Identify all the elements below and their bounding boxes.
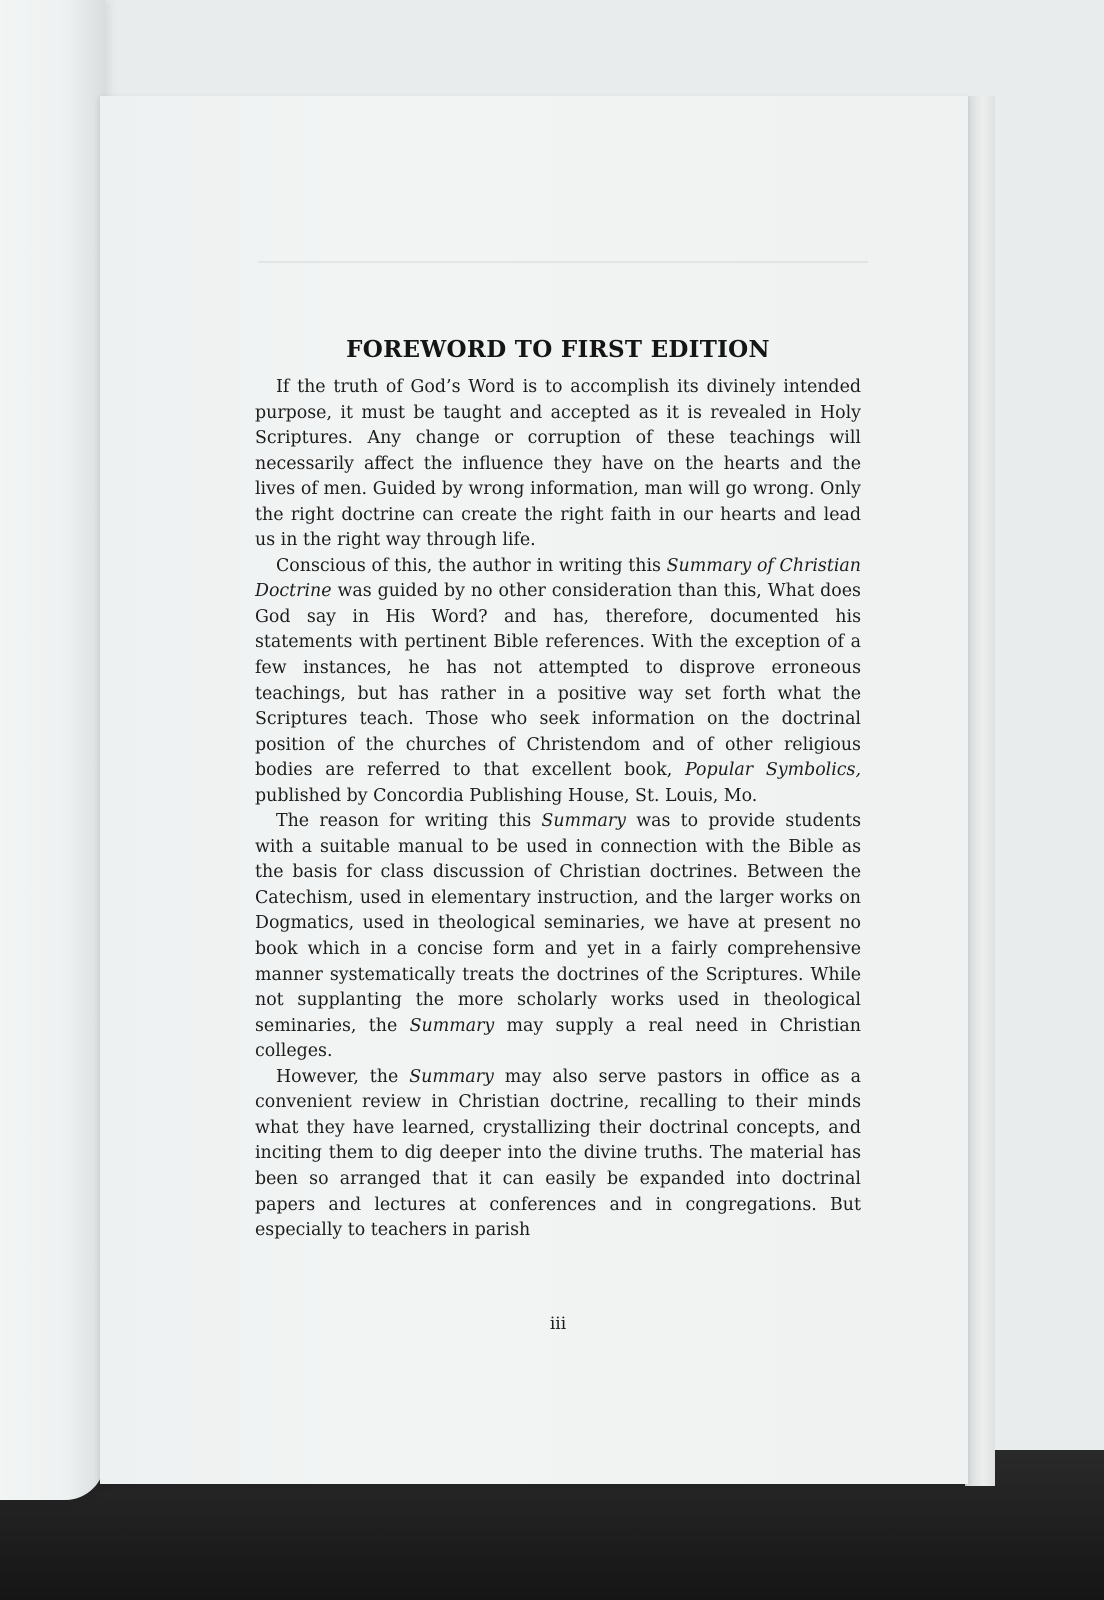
paragraph-text: was to provide students with a suitable manual to be used in connection with the Bible as the basis for class discussion of Christian doctrines. Between the Catechism, used in elementary instruction, and the larger works on Dogmatics, used in theological seminaries, we have at present no book which in a concise form and yet in a fairly comprehensive manner systematically treats the doctrines of the Scriptures. While not supplanting the more scholarly works used in theological seminaries, the [255,811,861,1036]
italic-text: Summary [409,1015,495,1036]
italic-text: Popular Symbolics, [685,760,861,781]
paragraph-text: may supply a real need in Christian colleges. [255,1015,861,1062]
italic-text: Summary of Christian Doctrine [255,555,861,602]
paragraph-text: published by Concordia Publishing House, St. Louis, Mo. [255,785,758,806]
left-facing-page [0,0,105,1500]
page-title: FOREWORD TO FIRST EDITION [346,336,770,363]
paragraph-text: Conscious of this, the author in writing this [276,555,667,576]
page-content [255,336,861,1244]
paragraph-text: If the truth of God’s Word is to accomplish its divinely intended purpose, it must be taught and accepted as it is revealed in Holy Scriptures. Any change or corruption of these teachings will necessarily affect the influence they have on the hearts and the lives of men. Guided by wrong information, man will go wrong. Only the right doctrine can create the right faith in our hearts and lead us in the right way through life. [255,377,861,551]
foreword-body [255,375,861,1244]
paragraph [255,375,861,554]
page-stack-edge [965,96,995,1486]
paragraph [255,554,861,809]
show-through-header-rule [258,241,868,263]
paragraph [255,1065,861,1244]
paragraph-text: was guided by no other consideration than this, What does God say in His Word? and has, therefore, documented his statements with pertinent Bible references. With the exception of a few instances, he has not attempted to disprove erroneous teachings, but has rather in a positive way set forth what the Scriptures teach. Those who seek information on the doctrinal position of the churches of Christendom and of other religious bodies are referred to that excellent book, [255,581,861,781]
italic-text: Summary [541,811,627,832]
book-page [100,96,968,1484]
paragraph-text: However, the [276,1066,410,1087]
paragraph-text: may also serve pastors in office as a convenient review in Christian doctrine, recalling to their minds what they have learned, crystallizing their doctrinal concepts, and inciting them to dig deeper into the divine truths. The material has been so arranged that it can easily be expanded into doctrinal papers and lectures at conferences and in congregations. But especially to teachers in parish [255,1066,861,1241]
paragraph-text: The reason for writing this [276,811,542,832]
paragraph [255,809,861,1064]
page-number: iii [549,1314,567,1334]
italic-text: Summary [409,1066,494,1087]
